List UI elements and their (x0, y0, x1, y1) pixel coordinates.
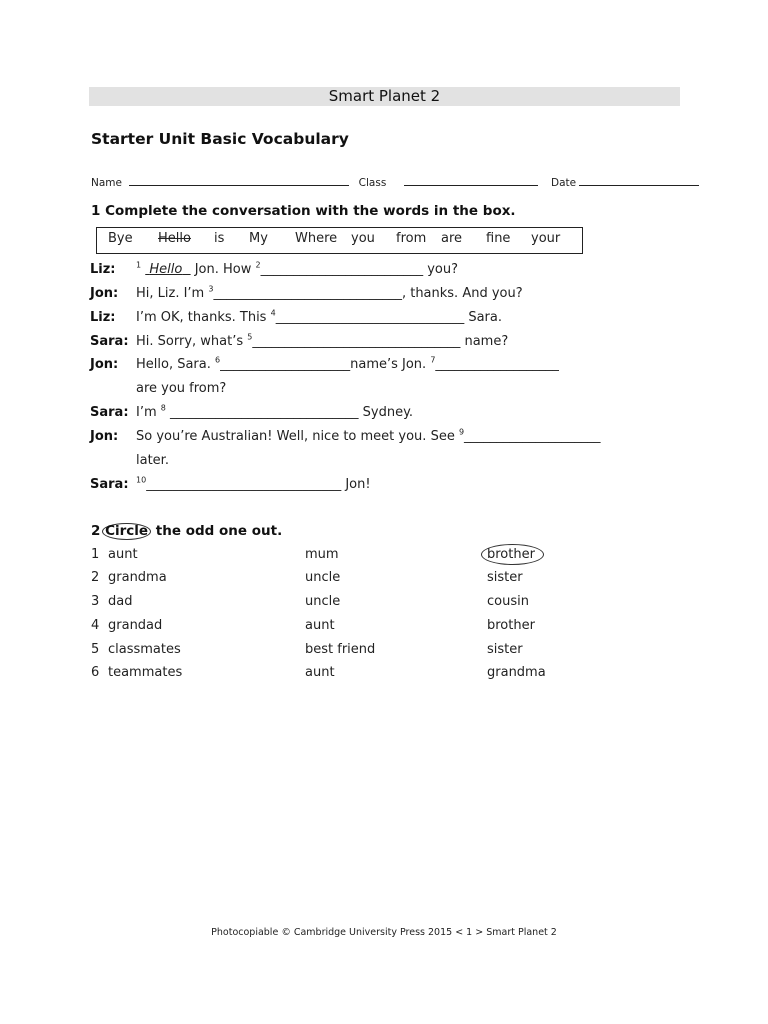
option-c[interactable]: sister (487, 570, 523, 585)
option-a[interactable]: grandma (108, 570, 167, 585)
answer-blank[interactable]: ___________________ (435, 357, 559, 372)
class-label: Class (358, 177, 387, 189)
worksheet-banner: Smart Planet 2 (89, 87, 680, 106)
answer-blank[interactable]: ____________________ (220, 357, 351, 372)
exercise2-heading: 2 Circle the odd one out. (91, 523, 283, 539)
dialogue-line: Hi. Sorry, what’s $^5$________________________________ name? (136, 332, 509, 349)
date-label: Date (550, 177, 577, 189)
dialogue-line: I’m OK, thanks. This $^4$_____________________________ Sara. (136, 308, 502, 325)
word-box-item: from (396, 231, 427, 246)
speaker-label: Sara: (90, 477, 129, 492)
gap-number: 7 (430, 355, 436, 365)
item-number: 6 (91, 665, 100, 680)
dialogue-line: $^1$ Hello Jon. How $^2$_________________________ you? (136, 260, 459, 277)
circled-word: Circle (102, 523, 151, 540)
example-answer: Hello (149, 262, 183, 277)
speaker-label: Jon: (90, 286, 119, 301)
speaker-label: Sara: (90, 405, 129, 420)
option-b[interactable]: uncle (305, 570, 341, 585)
word-box-item: Bye (108, 231, 133, 246)
worksheet-title: Starter Unit Basic Vocabulary (91, 130, 349, 148)
option-a[interactable]: dad (108, 594, 133, 609)
gap-number: 1 (136, 260, 142, 270)
speaker-label: Liz: (90, 262, 116, 277)
answer-blank[interactable]: ______________________________ (146, 477, 342, 492)
option-c[interactable]: cousin (487, 594, 529, 609)
answer-blank[interactable]: ________________________________ (252, 334, 461, 349)
gap-number: 2 (255, 260, 261, 270)
dialogue-line: So you’re Australian! Well, nice to meet you. See $^9$_____________________ (136, 427, 601, 444)
option-c[interactable]: sister (487, 642, 523, 657)
gap-number: 10 (136, 475, 147, 485)
option-c[interactable]: brother (487, 618, 535, 633)
option-b[interactable]: best friend (305, 642, 376, 657)
option-c[interactable]: brother (487, 547, 535, 562)
page-footer: Photocopiable © Cambridge University Press 2015 < 1 > Smart Planet 2 (211, 927, 557, 938)
speaker-label: Sara: (90, 334, 129, 349)
item-number: 3 (91, 594, 100, 609)
speaker-label: Jon: (90, 429, 119, 444)
dialogue-line-continuation: are you from? (136, 381, 227, 396)
word-box-item: your (531, 231, 561, 246)
word-box-item: you (351, 231, 375, 246)
option-c[interactable]: grandma (487, 665, 546, 680)
answer-blank[interactable]: _________________________ (260, 262, 424, 277)
item-number: 5 (91, 642, 100, 657)
name-label: Name (91, 177, 122, 189)
option-b[interactable]: mum (305, 547, 339, 562)
date-field[interactable] (579, 175, 699, 186)
answer-blank[interactable]: _____________________________ (275, 310, 465, 325)
option-a[interactable]: aunt (108, 547, 138, 562)
word-box-item: My (249, 231, 268, 246)
word-box-item: are (441, 231, 463, 246)
answer-blank[interactable]: _____________________ (464, 429, 601, 444)
word-box-item: is (214, 231, 225, 246)
speaker-label: Jon: (90, 357, 119, 372)
exercise1-heading: 1 Complete the conversation with the words in the box. (91, 203, 516, 219)
item-number: 2 (91, 570, 100, 585)
gap-number: 5 (247, 332, 253, 342)
gap-number: 8 (160, 403, 166, 413)
gap-number: 9 (458, 427, 465, 437)
option-b[interactable]: aunt (305, 665, 335, 680)
option-a[interactable]: teammates (108, 665, 183, 680)
option-b[interactable]: uncle (305, 594, 341, 609)
word-box-item-crossed: Hello (158, 231, 191, 246)
item-number: 1 (91, 547, 100, 562)
word-box-item: fine (486, 231, 511, 246)
name-field[interactable] (129, 175, 349, 186)
gap-number: 6 (215, 355, 221, 365)
gap-number: 4 (270, 308, 276, 318)
gap-number: 3 (208, 284, 214, 294)
speaker-label: Liz: (90, 310, 116, 325)
student-info-line (91, 175, 699, 189)
dialogue-line: Hi, Liz. I’m $^3$_____________________________, thanks. And you? (136, 284, 523, 301)
word-box-item: Where (295, 231, 338, 246)
class-field[interactable] (404, 175, 538, 186)
option-a[interactable]: grandad (108, 618, 163, 633)
word-box (96, 227, 583, 254)
dialogue-line: $^{10}$______________________________ Jon! (136, 475, 371, 492)
item-number: 4 (91, 618, 100, 633)
answer-blank[interactable]: _____________________________ (165, 405, 359, 420)
dialogue-line-continuation: later. (136, 453, 169, 468)
option-b[interactable]: aunt (305, 618, 335, 633)
answer-blank[interactable]: _____________________________ (213, 286, 402, 301)
dialogue-line: Hello, Sara. $^6$____________________name’s Jon. $^7$___________________ (136, 355, 559, 372)
dialogue-line: I’m $^8$ _____________________________ Sydney. (136, 403, 414, 420)
option-a[interactable]: classmates (108, 642, 181, 657)
